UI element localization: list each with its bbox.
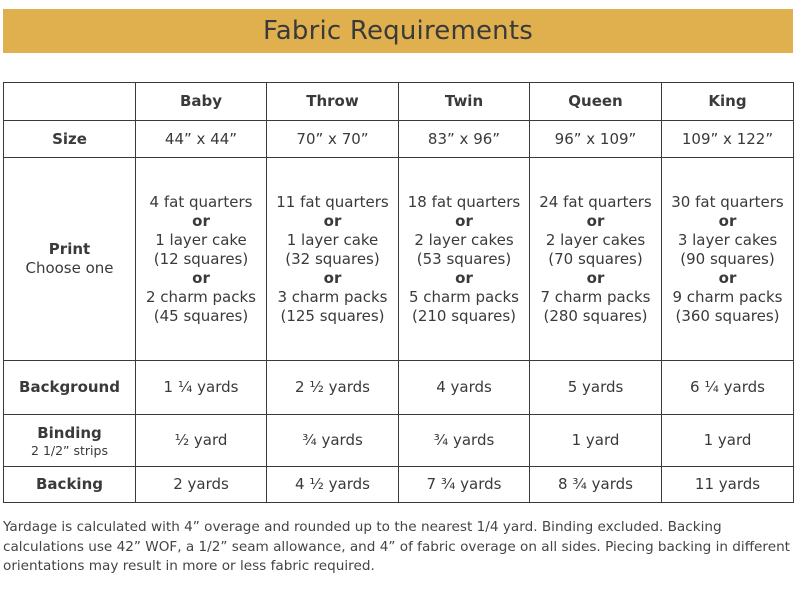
print-option: (70 squares) xyxy=(548,249,643,268)
print-option: 3 layer cakes xyxy=(677,230,778,249)
print-option: 30 fat quarters xyxy=(671,192,784,211)
or-separator: or xyxy=(455,211,473,230)
backing-cell: 4 ¹⁄₂ yards xyxy=(267,467,399,503)
background-cell: 6 ¹⁄₄ yards xyxy=(662,361,794,415)
title-banner xyxy=(3,9,793,53)
print-option: (12 squares) xyxy=(153,249,249,268)
binding-cell: ³⁄₄ yards xyxy=(399,415,530,467)
print-option: (90 squares) xyxy=(680,249,775,268)
background-cell: 2 ¹⁄₂ yards xyxy=(267,361,399,415)
print-option: (210 squares) xyxy=(411,306,517,325)
page-title: Fabric Requirements xyxy=(262,16,534,46)
print-option: (53 squares) xyxy=(416,249,512,268)
header-twin: Twin xyxy=(399,83,530,121)
binding-row xyxy=(4,415,794,467)
print-cell-twin xyxy=(399,158,530,361)
or-separator: or xyxy=(323,268,342,287)
background-cell: 5 yards xyxy=(530,361,662,415)
print-row xyxy=(4,158,794,361)
print-option: (280 squares) xyxy=(543,306,648,325)
print-option: 2 layer cakes xyxy=(414,230,514,249)
print-option: 2 layer cakes xyxy=(545,230,646,249)
print-option: 18 fat quarters xyxy=(407,192,521,211)
print-option: 7 charm packs xyxy=(540,287,651,306)
backing-cell: 2 yards xyxy=(136,467,267,503)
print-cell-baby xyxy=(136,158,267,361)
print-option: 2 charm packs xyxy=(145,287,256,306)
binding-label-cell xyxy=(4,415,136,467)
print-option: 3 charm packs xyxy=(277,287,388,306)
header-row xyxy=(4,83,794,121)
print-option: (32 squares) xyxy=(285,249,380,268)
or-separator: or xyxy=(192,268,210,287)
footnote: Yardage is calculated with 4” overage and rounded up to the nearest 1/4 yard. Binding excluded. Backing calculations use 42” WOF, a 1/2” seam allowance, and 4” of fabric overage on all sides. Piecing backing in different orientations may result in more or less fabric required. xyxy=(3,519,791,574)
header-throw: Throw xyxy=(267,83,399,121)
print-option: (125 squares) xyxy=(280,306,385,325)
print-option: (45 squares) xyxy=(153,306,249,325)
size-cell: 83” x 96” xyxy=(399,121,530,158)
print-option: 5 charm packs xyxy=(408,287,519,306)
background-cell: 4 yards xyxy=(399,361,530,415)
print-option: 11 fat quarters xyxy=(276,192,389,211)
header-queen: Queen xyxy=(530,83,662,121)
background-label: Background xyxy=(4,361,136,415)
print-option: 1 layer cake xyxy=(155,230,247,249)
or-separator: or xyxy=(455,268,473,287)
print-option: 24 fat quarters xyxy=(539,192,652,211)
backing-cell: 8 ³⁄₄ yards xyxy=(530,467,662,503)
print-option: 4 fat quarters xyxy=(149,192,253,211)
binding-cell: ¹⁄₂ yard xyxy=(136,415,267,467)
header-corner xyxy=(4,83,136,121)
binding-sublabel: 2 1/2” strips xyxy=(31,442,108,458)
print-option: 1 layer cake xyxy=(286,230,379,249)
print-option: 9 charm packs xyxy=(672,287,783,306)
size-cell: 70” x 70” xyxy=(267,121,399,158)
or-separator: or xyxy=(718,268,737,287)
print-label-cell xyxy=(4,158,136,361)
binding-cell: 1 yard xyxy=(662,415,794,467)
print-cell-king xyxy=(662,158,794,361)
size-cell: 44” x 44” xyxy=(136,121,267,158)
print-cell-throw xyxy=(267,158,399,361)
size-row xyxy=(4,121,794,158)
or-separator: or xyxy=(192,211,210,230)
size-cell: 109” x 122” xyxy=(662,121,794,158)
header-baby: Baby xyxy=(136,83,267,121)
backing-cell: 11 yards xyxy=(662,467,794,503)
print-cell-queen xyxy=(530,158,662,361)
print-label: Print xyxy=(48,240,91,258)
size-cell: 96” x 109” xyxy=(530,121,662,158)
header-king: King xyxy=(662,83,794,121)
size-label: Size xyxy=(4,121,136,158)
binding-cell: 1 yard xyxy=(530,415,662,467)
background-row xyxy=(4,361,794,415)
or-separator: or xyxy=(586,211,605,230)
print-sublabel: Choose one xyxy=(25,259,114,277)
binding-cell: ³⁄₄ yards xyxy=(267,415,399,467)
binding-label: Binding xyxy=(37,423,102,442)
or-separator: or xyxy=(323,211,342,230)
backing-cell: 7 ³⁄₄ yards xyxy=(399,467,530,503)
backing-label: Backing xyxy=(4,467,136,503)
fabric-requirements-table xyxy=(3,82,794,503)
or-separator: or xyxy=(586,268,605,287)
print-option: (360 squares) xyxy=(675,306,780,325)
backing-row xyxy=(4,467,794,503)
background-cell: 1 ¹⁄₄ yards xyxy=(136,361,267,415)
or-separator: or xyxy=(718,211,737,230)
